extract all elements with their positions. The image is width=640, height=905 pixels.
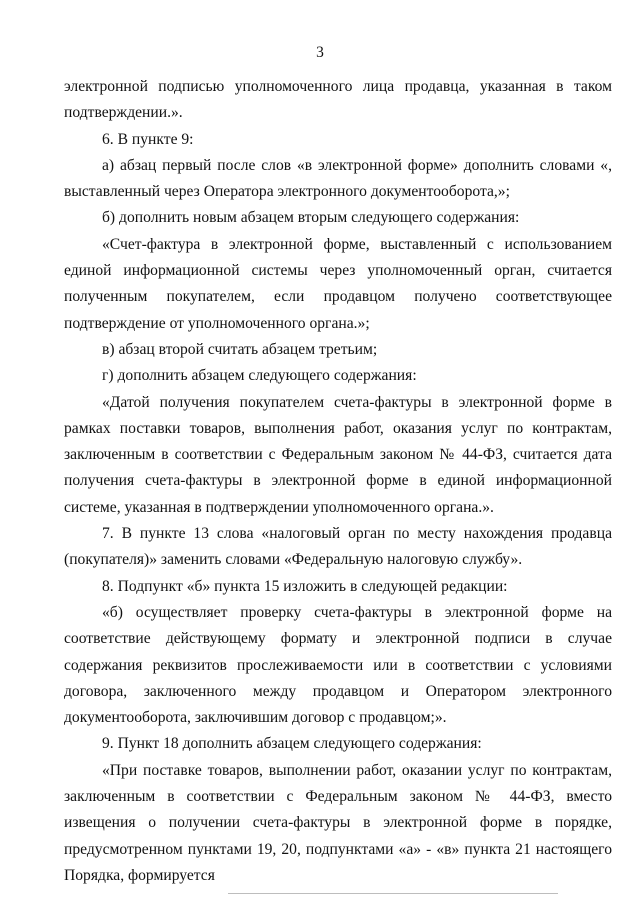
paragraph-continuation: электронной подписью уполномоченного лица продавца, указанная в таком подтверждении.». <box>64 78 612 122</box>
paragraph-quote-6g: «Датой получения покупателем счета-фактуры в электронной форме в рамках поставки товаров, выполнения работ, оказания услуг по контрактам, заключенным в соответствии с Федеральным законом № 44-ФЗ, считается дата получения счета-фактуры в электронной форме в единой информационной системе, указанная в подтверждении уполномоченного органа.». <box>64 393 612 516</box>
scan-edge-line <box>228 893 558 894</box>
paragraph-quote-9: «При поставке товаров, выполнении работ, оказании услуг по контрактам, заключенным в соответствии с Федеральным законом № 44-ФЗ, вместо извещения о получении счета-фактуры в электронной форме в порядке, предусмотренном пунктами 19, 20, подпунктами «а» - «в» пункта 21 настоящего Порядка, формируется <box>64 761 612 884</box>
paragraph-item-6v: в) абзац второй считать абзацем третьим; <box>102 340 378 358</box>
paragraph-quote-6b: «Счет-фактура в электронной форме, выставленный с использованием единой информационной системы через уполномоченный орган, считается полученным покупателем, если продавцом получено соответствующее подтверждение от уполномоченного органа.»; <box>64 235 612 332</box>
paragraph-item-8: 8. Подпункт «б» пункта 15 изложить в следующей редакции: <box>102 577 508 595</box>
paragraph-item-7: 7. В пункте 13 слова «налоговый орган по месту нахождения продавца (покупателя)» заменить словами «Федеральную налоговую службу». <box>64 525 612 569</box>
paragraph-quote-8: «б) осуществляет проверку счета-фактуры в электронной форме на соответствие действующему формату и электронной подписи в случае содержания реквизитов прослеживаемости или в соответствии с условиями договора, заключенного между продавцом и Оператором электронного документооборота, заключившим договор с продавцом;». <box>64 603 612 727</box>
document-body <box>64 74 612 889</box>
paragraph-item-6a: а) абзац первый после слов «в электронной форме» дополнить словами «, выставленный через Оператора электронного документооборота,»; <box>64 156 612 201</box>
paragraph-item-6b: б) дополнить новым абзацем вторым следующего содержания: <box>102 209 520 227</box>
paragraph-item-6g: г) дополнить абзацем следующего содержания: <box>102 367 417 385</box>
paragraph-item-6: 6. В пункте 9: <box>102 130 194 148</box>
page-number: 3 <box>316 44 324 61</box>
paragraph-item-9: 9. Пункт 18 дополнить абзацем следующего содержания: <box>102 735 482 753</box>
